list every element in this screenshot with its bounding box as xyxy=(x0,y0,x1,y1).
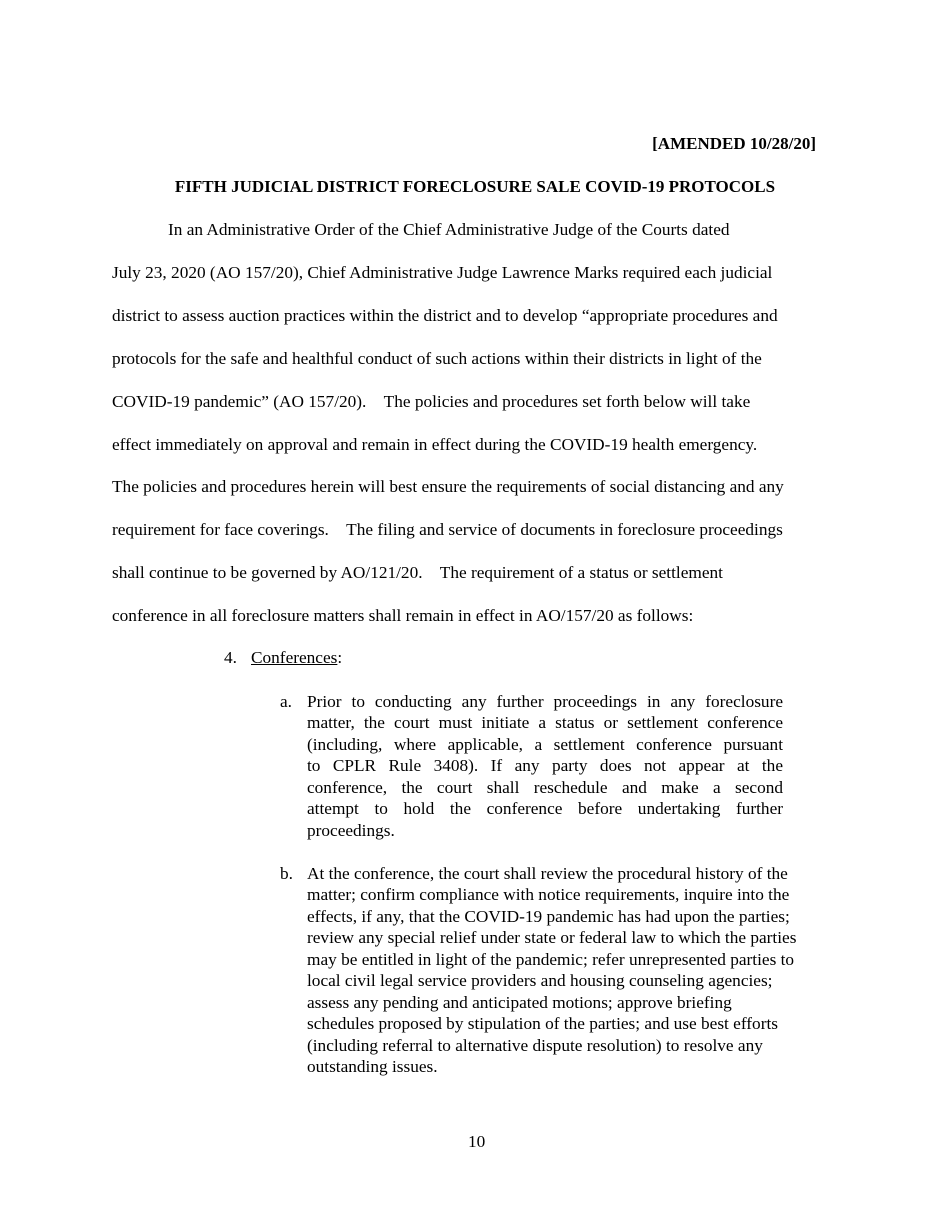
item-label: Conferences xyxy=(251,648,338,667)
intro-line: district to assess auction practices within the district and to develop “appropriate procedures and xyxy=(112,306,778,325)
subitem-b-line: effects, if any, that the COVID-19 pandemic has had upon the parties; xyxy=(307,907,790,926)
intro-line: requirement for face coverings. The filing and service of documents in foreclosure proceedings xyxy=(112,520,783,539)
subitem-a-line: proceedings. xyxy=(307,821,395,840)
subitem-b-line: matter; confirm compliance with notice requirements, inquire into the xyxy=(307,885,790,904)
list-item-conferences xyxy=(224,648,342,668)
subitem-b-line: local civil legal service providers and housing counseling agencies; xyxy=(307,971,773,990)
amended-notice: [AMENDED 10/28/20] xyxy=(652,134,816,153)
subitem-a-line: (including, where applicable, a settlement conference pursuant xyxy=(307,735,783,754)
document-title: FIFTH JUDICIAL DISTRICT FORECLOSURE SALE COVID-19 PROTOCOLS xyxy=(174,177,776,196)
intro-line: shall continue to be governed by AO/121/20. The requirement of a status or settlement xyxy=(112,563,723,582)
subitem-b-line: (including referral to alternative dispute resolution) to resolve any xyxy=(307,1036,763,1055)
intro-line: The policies and procedures herein will best ensure the requirements of social distancing and any xyxy=(112,477,784,496)
intro-line: effect immediately on approval and remain in effect during the COVID-19 health emergency. xyxy=(112,435,758,454)
subitem-b-line: At the conference, the court shall review the procedural history of the xyxy=(307,864,788,883)
intro-line: protocols for the safe and healthful conduct of such actions within their districts in light of the xyxy=(112,349,762,368)
item-suffix: : xyxy=(337,648,343,667)
subitem-b-line: review any special relief under state or federal law to which the parties xyxy=(307,928,797,947)
page-number xyxy=(0,1132,950,1152)
intro-line: July 23, 2020 (AO 157/20), Chief Administrative Judge Lawrence Marks required each judicial xyxy=(112,263,773,282)
subitem-b-line: schedules proposed by stipulation of the parties; and use best efforts xyxy=(307,1014,778,1033)
item-number: 4. xyxy=(224,648,237,667)
subitem-b-line: may be entitled in light of the pandemic; refer unrepresented parties to xyxy=(307,950,795,969)
subitem-b-line: outstanding issues. xyxy=(307,1057,438,1076)
subitem-b-line: assess any pending and anticipated motions; approve briefing xyxy=(307,993,732,1012)
intro-line: COVID-19 pandemic” (AO 157/20). The policies and procedures set forth below will take xyxy=(112,392,751,411)
intro-line: conference in all foreclosure matters shall remain in effect in AO/157/20 as follows: xyxy=(112,606,694,625)
intro-line: In an Administrative Order of the Chief Administrative Judge of the Courts dated xyxy=(168,220,730,239)
subitem-a-line: attempt to hold the conference before undertaking further xyxy=(307,799,783,818)
subitem-a-line: Prior to conducting any further proceedings in any foreclosure xyxy=(307,692,783,711)
subitem-a-line: to CPLR Rule 3408). If any party does not appear at the xyxy=(307,756,783,775)
subitem-a-line: matter, the court must initiate a status or settlement conference xyxy=(307,713,783,732)
subitem-letter-b: b. xyxy=(280,864,293,883)
subitem-letter-a: a. xyxy=(280,692,292,711)
subitem-a-line: conference, the court shall reschedule and make a second xyxy=(307,778,783,797)
page-number-text: 10 xyxy=(468,1132,486,1151)
